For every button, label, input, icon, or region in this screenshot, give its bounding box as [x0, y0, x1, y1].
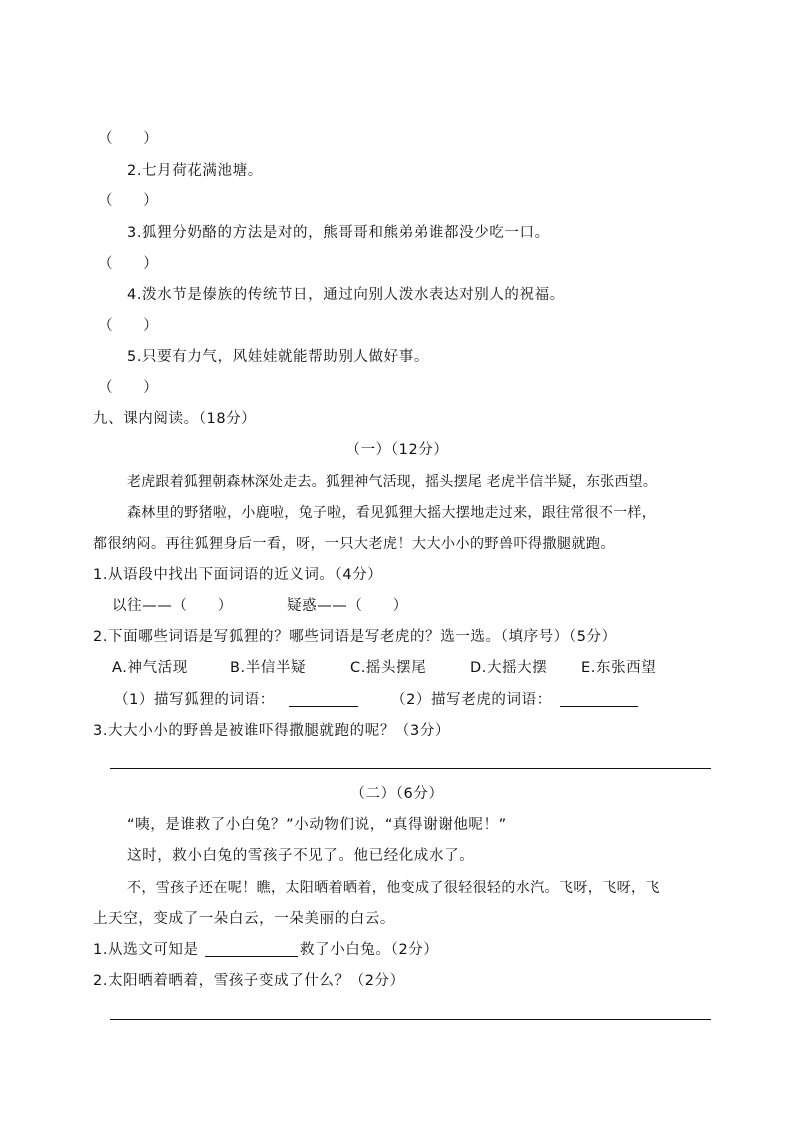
- part2-paragraph-2: 这时，救小白兔的雪孩子不见了。他已经化成水了。: [127, 848, 475, 864]
- question-2: 2.下面哪些词语是写狐狸的？哪些词语是写老虎的？选一选。（填序号）（5分）: [93, 629, 617, 645]
- answer-paren-4: （ ）: [98, 318, 159, 334]
- part2-paragraph-3-line-1: 不，雪孩子还在呢！瞧，太阳晒着晒着，他变成了很轻很轻的水汽。飞呀，飞呀，飞: [127, 880, 660, 896]
- part2-question-2: 2.太阳晒着晒着，雪孩子变成了什么？（2分）: [93, 973, 405, 989]
- judge-item-2: 2.七月荷花满池塘。: [127, 163, 263, 179]
- section-heading: 九、课内阅读。（18分）: [93, 411, 257, 427]
- answer-line-1[interactable]: [110, 768, 711, 769]
- answer-line-2[interactable]: [110, 1019, 711, 1020]
- judge-item-5: 5.只要有力气，风娃娃就能帮助别人做好事。: [127, 349, 429, 365]
- fox-words-blank[interactable]: [289, 692, 358, 707]
- option-a: A.神气活现: [112, 660, 188, 676]
- part2-question-1-suffix: 救了小白兔。（2分）: [300, 942, 439, 958]
- synonym-item-2: 疑惑——（ ）: [287, 598, 408, 614]
- part2-paragraph-3-line-2: 上天空，变成了一朵白云，一朵美丽的白云。: [93, 911, 395, 927]
- question-1: 1.从语段中找出下面词语的近义词。（4分）: [93, 567, 383, 583]
- part2-paragraph-1: “咦，是谁救了小白兔？”小动物们说，“真得谢谢他呢！”: [127, 817, 507, 833]
- part2-question-1-prefix: 1.从选文可知是: [93, 942, 199, 958]
- answer-paren-3: （ ）: [98, 256, 159, 272]
- answer-paren-5: （ ）: [98, 380, 159, 396]
- part1-paragraph-1: 老虎跟着狐狸朝森林深处走去。狐狸神气活现，摇头摆尾 老虎半信半疑，东张西望。: [127, 474, 658, 490]
- option-b: B.半信半疑: [230, 660, 307, 676]
- fox-words-label: （1）描写狐狸的词语：: [114, 692, 275, 708]
- answer-paren-2: （ ）: [98, 193, 159, 209]
- part1-paragraph-2-line-2: 都很纳闷。再往狐狸身后一看，呀，一只大老虎！大大小小的野兽吓得撒腿就跑。: [93, 536, 615, 552]
- judge-item-4: 4.泼水节是傣族的传统节日，通过向别人泼水表达对别人的祝福。: [127, 287, 565, 303]
- option-c: C.摇头摆尾: [350, 660, 427, 676]
- question-3: 3.大大小小的野兽是被谁吓得撒腿就跑的呢？（3分）: [93, 723, 451, 739]
- part2-question-1-blank[interactable]: [205, 942, 298, 957]
- part1-paragraph-2-line-1: 森林里的野猪啦，小鹿啦，兔子啦，看见狐狸大摇大摆地走过来，跟往常很不一样，: [127, 505, 657, 521]
- tiger-words-label: （2）描写老虎的词语：: [391, 692, 552, 708]
- part2-title: （二）（6分）: [350, 786, 444, 802]
- option-d: D.大摇大摆: [470, 660, 548, 676]
- tiger-words-blank[interactable]: [560, 692, 638, 707]
- part1-title: （一）（12分）: [345, 442, 449, 458]
- judge-item-3: 3.狐狸分奶酪的方法是对的，熊哥哥和熊弟弟谁都没少吃一口。: [127, 225, 550, 241]
- synonym-item-1: 以往——（ ）: [112, 598, 233, 614]
- answer-paren-1: （ ）: [98, 131, 159, 147]
- option-e: E.东张西望: [581, 660, 657, 676]
